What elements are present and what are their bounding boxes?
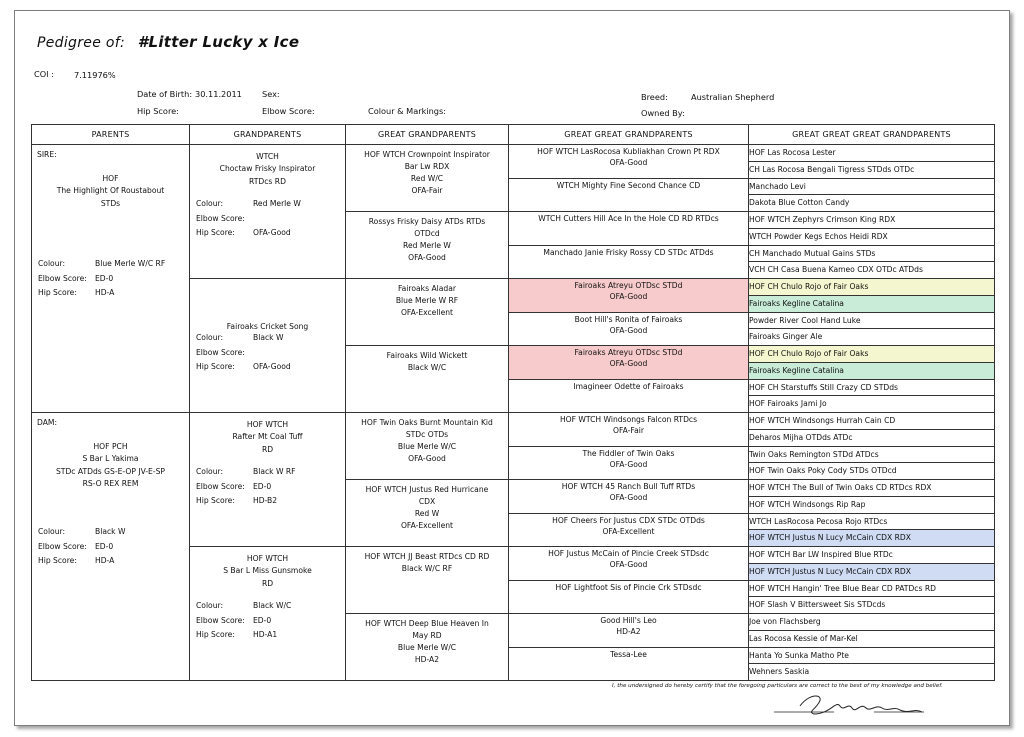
- great-great-grandparent-cell: [509, 480, 749, 514]
- great-grandparent-name-line: Black W/C: [407, 363, 447, 372]
- hip-label: Hip Score:: [38, 556, 77, 565]
- column-header-3: GREAT GREAT GRANDPARENTS: [509, 125, 749, 145]
- great-great-grandparent-name-line: Fairoaks Atreyu OTDsc STDd: [574, 348, 683, 357]
- colour-label: Colour:: [196, 199, 224, 208]
- elbow-score-label: Elbow Score:: [262, 106, 315, 116]
- hip-value: HD-B2: [253, 496, 278, 505]
- grandparent-name-line: Fairoaks Cricket Song: [226, 322, 309, 331]
- great-grandparent-name-line: HD-A2: [414, 655, 440, 664]
- elbow-label: Elbow Score:: [38, 541, 87, 551]
- great-grandparent-name-line: Blue Merle W/C: [397, 643, 457, 652]
- great-great-grandparent-name: [509, 381, 748, 392]
- column-header-4: GREAT GREAT GREAT GRANDPARENTS: [749, 125, 995, 145]
- great-grandparent-name: [346, 417, 508, 465]
- great-great-great-grandparent-cell: HOF WTCH Justus N Lucy McCain CDX RDX: [749, 530, 995, 547]
- great-grandparent-cell: [346, 145, 509, 212]
- great-great-grandparent-name: [509, 515, 748, 537]
- great-great-grandparent-name-line: HD-A2: [616, 627, 641, 636]
- parent-name-line: RS-O REX REM: [82, 478, 139, 488]
- great-great-grandparent-name-line: OFA-Fair: [613, 426, 644, 435]
- great-grandparent-name-line: May RD: [412, 631, 442, 640]
- great-great-grandparent-content: [509, 480, 748, 513]
- great-great-grandparent-name: [509, 414, 748, 436]
- great-great-grandparent-content: [509, 614, 748, 647]
- hip-value: HD-A: [95, 288, 115, 297]
- hip-score-label: Hip Score:: [137, 106, 179, 116]
- great-grandparent-cell: [346, 212, 509, 279]
- great-grandparent-name-line: OFA-Good: [408, 253, 446, 262]
- great-great-great-grandparent-cell: CH Manchado Mutual Gains STDs: [749, 245, 995, 262]
- great-great-great-grandparent-cell: Manchado Levi: [749, 178, 995, 195]
- great-great-grandparent-cell: [509, 446, 749, 480]
- grandparent-cell: [190, 547, 346, 681]
- colour-value: Black W: [95, 527, 126, 536]
- grandparent-name: [190, 419, 345, 456]
- parent-name-line: S Bar L Yakima: [82, 454, 139, 464]
- great-great-grandparent-name: [509, 649, 748, 660]
- grandparent-name: [190, 553, 345, 590]
- parent-name-line: STDs: [100, 198, 121, 208]
- great-grandparent-name: [346, 149, 508, 197]
- great-grandparent-name-line: HOF WTCH JJ Beast RTDcs CD RD: [364, 552, 490, 561]
- attributes: [32, 257, 189, 301]
- great-grandparent-cell: [346, 614, 509, 681]
- attributes: [32, 525, 189, 569]
- column-header-0: PARENTS: [32, 125, 190, 145]
- sire-label: SIRE:: [37, 150, 57, 159]
- great-great-grandparent-name-line: HOF Lightfoot Sis of Pincie Crk STDsdc: [555, 582, 702, 592]
- hip-label: Hip Score:: [196, 630, 235, 639]
- great-great-grandparent-name-line: WTCH Mighty Fine Second Chance CD: [556, 180, 701, 190]
- elbow-label: Elbow Score:: [196, 347, 245, 357]
- great-great-great-grandparent-cell: HOF WTCH Zephyrs Crimson King RDX: [749, 212, 995, 229]
- great-great-grandparent-name: [509, 347, 748, 369]
- great-great-grandparent-name-line: Imagineer Odette of Fairoaks: [573, 381, 684, 391]
- great-grandparent-name-line: Red Merle W: [403, 241, 451, 250]
- grandparent-name-line: RD: [261, 578, 274, 588]
- colour-row: [32, 525, 189, 540]
- great-grandparent-name-line: OTDcd: [414, 229, 440, 238]
- grandparent-cell: [190, 413, 346, 547]
- great-great-grandparent-content: [509, 179, 748, 212]
- great-great-great-grandparent-cell: HOF WTCH Justus N Lucy McCain CDX RDX: [749, 563, 995, 580]
- colour-label: Colour:: [196, 467, 224, 476]
- hip-row: [190, 494, 345, 509]
- great-great-grandparent-cell: [509, 312, 749, 346]
- great-great-grandparent-content: [509, 246, 748, 279]
- great-great-grandparent-cell: [509, 614, 749, 648]
- great-great-grandparent-name: [509, 615, 748, 637]
- colour-label: Colour:: [196, 333, 224, 342]
- dam-cell: [32, 413, 190, 681]
- great-great-grandparent-name-line: OFA-Good: [609, 359, 648, 368]
- colour-markings-label: Colour & Markings:: [368, 106, 447, 116]
- attributes: [190, 465, 345, 509]
- great-great-grandparent-name: [509, 180, 748, 191]
- column-header-row: [32, 125, 995, 145]
- great-great-great-grandparent-cell: Fairoaks Ginger Ale: [749, 329, 995, 346]
- great-great-grandparent-name: [509, 582, 748, 593]
- great-grandparent-name: [346, 216, 508, 264]
- hip-value: HD-A: [95, 556, 115, 565]
- column-header-1: GRANDPARENTS: [190, 125, 346, 145]
- grandparent-content: [190, 547, 345, 680]
- dob-value: 30.11.2011: [195, 89, 242, 99]
- pedigree-body: [32, 145, 995, 681]
- colour-label: Colour:: [196, 601, 224, 610]
- great-grandparent-name: [346, 551, 508, 575]
- page-title: [37, 33, 299, 51]
- great-grandparent-name: [346, 283, 508, 319]
- great-great-grandparent-content: [509, 648, 748, 681]
- parent-content: [32, 413, 189, 680]
- great-great-grandparent-cell: [509, 346, 749, 380]
- great-great-grandparent-content: [509, 279, 748, 312]
- great-great-grandparent-cell: [509, 178, 749, 212]
- great-great-grandparent-name-line: OFA-Good: [609, 292, 648, 301]
- great-grandparent-cell: [346, 346, 509, 413]
- great-great-grandparent-name-line: OFA-Good: [609, 560, 648, 569]
- great-great-great-grandparent-cell: Las Rocosa Kessie of Mar-Kel: [749, 630, 995, 647]
- great-great-great-grandparent-cell: Fairoaks Kegline Catalina: [749, 362, 995, 379]
- great-grandparent-content: [346, 346, 508, 412]
- great-great-grandparent-name: [509, 146, 748, 168]
- elbow-row: [190, 346, 345, 361]
- great-grandparent-name: [346, 484, 508, 532]
- great-great-great-grandparent-cell: VCH CH Casa Buena Kameo CDX OTDc ATDds: [749, 262, 995, 279]
- great-great-grandparent-name-line: Manchado Janie Frisky Rossy CD STDc ATDds: [543, 247, 714, 257]
- owned-by-label: Owned By:: [641, 108, 685, 118]
- litter-name: #Litter Lucky x Ice: [137, 33, 300, 51]
- sex-label: Sex:: [262, 89, 280, 99]
- great-great-great-grandparent-cell: HOF Fairoaks Jami Jo: [749, 396, 995, 413]
- elbow-label: Elbow Score:: [196, 213, 245, 223]
- grandparent-name-line: RTDcs RD: [249, 176, 286, 186]
- great-great-grandparent-name-line: HOF WTCH Windsongs Falcon RTDcs: [559, 415, 698, 424]
- colour-value: Black W: [253, 333, 284, 342]
- great-great-great-grandparent-cell: Wehners Saskia: [749, 664, 995, 681]
- great-great-grandparent-name: [509, 213, 748, 224]
- parent-name-line: STDc ATDds GS-E-OP JV-E-SP: [55, 466, 165, 476]
- great-grandparent-name-line: Black W/C RF: [401, 564, 453, 573]
- great-great-grandparent-content: [509, 447, 748, 480]
- hip-label: Hip Score:: [196, 362, 235, 371]
- great-great-grandparent-cell: [509, 547, 749, 581]
- grandparent-cell: [190, 279, 346, 413]
- great-great-great-grandparent-cell: Fairoaks Kegline Catalina: [749, 295, 995, 312]
- great-grandparent-name-line: OFA-Good: [408, 454, 446, 463]
- great-great-great-grandparent-cell: WTCH LasRocosa Pecosa Rojo RTDcs: [749, 513, 995, 530]
- great-grandparent-name-line: Blue Merle W RF: [395, 296, 459, 305]
- grandparent-name-line: Rafter Mt Coal Tuff: [232, 432, 303, 442]
- great-great-great-grandparent-cell: HOF Slash V Bittersweet Sis STDcds: [749, 597, 995, 614]
- great-great-grandparent-content: [509, 313, 748, 346]
- great-great-grandparent-name: [509, 481, 748, 503]
- elbow-row: [32, 540, 189, 555]
- great-grandparent-content: [346, 145, 508, 211]
- colour-row: [190, 331, 345, 346]
- parent-name: [32, 173, 189, 210]
- elbow-label: Elbow Score:: [196, 615, 245, 625]
- elbow-value: ED-0: [253, 481, 272, 491]
- great-great-great-grandparent-cell: HOF WTCH Windsongs Rip Rap: [749, 496, 995, 513]
- grandparent-content: [190, 413, 345, 546]
- colour-row: [190, 197, 345, 212]
- colour-value: Blue Merle W/C RF: [95, 259, 166, 268]
- great-great-grandparent-name: [509, 247, 748, 258]
- great-great-grandparent-cell: [509, 279, 749, 313]
- great-great-grandparent-cell: [509, 513, 749, 547]
- great-great-great-grandparent-cell: HOF WTCH Windsongs Hurrah Cain CD: [749, 413, 995, 430]
- parent-name-line: HOF PCH: [93, 442, 128, 451]
- elbow-label: Elbow Score:: [38, 273, 87, 283]
- great-great-great-grandparent-cell: HOF WTCH Bar LW Inspired Blue RTDc: [749, 547, 995, 564]
- great-great-grandparent-cell: [509, 245, 749, 279]
- great-grandparent-content: [346, 212, 508, 278]
- great-great-grandparent-name-line: The Fiddler of Twin Oaks: [582, 448, 675, 458]
- coi-label: COI :: [34, 69, 54, 79]
- grandparent-name-line: WTCH: [256, 152, 279, 161]
- column-header-2: GREAT GRANDPARENTS: [346, 125, 509, 145]
- great-grandparent-content: [346, 279, 508, 345]
- grandparent-name-line: HOF WTCH: [246, 554, 289, 563]
- dob-label: Date of Birth:: [137, 89, 193, 99]
- great-great-great-grandparent-cell: HOF CH Chulo Rojo of Fair Oaks: [749, 346, 995, 363]
- colour-row: [32, 257, 189, 272]
- great-grandparent-name-line: OFA-Excellent: [400, 308, 454, 317]
- elbow-value: ED-0: [95, 273, 114, 283]
- hip-value: HD-A1: [253, 630, 278, 639]
- great-great-grandparent-name-line: HOF WTCH 45 Ranch Bull Tuff RTDs: [561, 482, 696, 491]
- parent-name: [32, 441, 189, 490]
- breed-value: Australian Shepherd: [691, 92, 775, 102]
- hip-label: Hip Score:: [38, 288, 77, 297]
- elbow-value: ED-0: [95, 541, 114, 551]
- attributes: [190, 197, 345, 241]
- great-great-great-grandparent-cell: Twin Oaks Remington STDd ATDcs: [749, 446, 995, 463]
- colour-value: Black W RF: [253, 467, 296, 476]
- great-great-grandparent-name: [509, 314, 748, 336]
- great-great-grandparent-name-line: OFA-Good: [609, 459, 648, 469]
- hip-row: [32, 554, 189, 569]
- hip-row: [32, 286, 189, 301]
- parent-name-line: The Highlight Of Roustabout: [56, 186, 165, 196]
- elbow-row: [190, 212, 345, 227]
- great-grandparent-name-line: HOF WTCH Deep Blue Heaven In: [365, 619, 489, 628]
- great-great-grandparent-name-line: Fairoaks Atreyu OTDsc STDd: [574, 281, 683, 290]
- great-grandparent-name-line: Bar Lw RDX: [404, 162, 450, 171]
- title-prefix: Pedigree of:: [37, 35, 125, 51]
- pedigree-row: [32, 145, 995, 162]
- great-grandparent-cell: [346, 547, 509, 614]
- great-great-grandparent-cell: [509, 212, 749, 246]
- great-grandparent-content: [346, 547, 508, 613]
- great-great-grandparent-content: [509, 380, 748, 413]
- great-grandparent-content: [346, 614, 508, 680]
- hip-row: [190, 628, 345, 643]
- elbow-row: [190, 480, 345, 495]
- hip-label: Hip Score:: [196, 496, 235, 505]
- great-grandparent-cell: [346, 413, 509, 480]
- hip-label: Hip Score:: [196, 228, 235, 237]
- signature-image: [770, 690, 930, 720]
- great-great-grandparent-content: [509, 581, 748, 614]
- grandparent-name-line: S Bar L Miss Gunsmoke: [223, 566, 312, 576]
- great-great-great-grandparent-cell: Joe von Flachsberg: [749, 614, 995, 631]
- great-great-great-grandparent-cell: Hanta Yo Sunka Matho Pte: [749, 647, 995, 664]
- great-great-grandparent-cell: [509, 647, 749, 681]
- great-grandparent-name-line: STDc OTDs: [405, 430, 449, 439]
- great-grandparent-content: [346, 480, 508, 546]
- great-great-great-grandparent-cell: HOF WTCH Hangin' Tree Blue Bear CD PATDcs RD: [749, 580, 995, 597]
- great-grandparent-name-line: Rossys Frisky Daisy ATDs RTDs: [368, 217, 486, 226]
- parent-name-line: HOF: [102, 174, 119, 183]
- great-grandparent-name-line: HOF WTCH Justus Red Hurricane: [365, 485, 489, 494]
- attributes: [190, 599, 345, 643]
- great-grandparent-name-line: HOF Twin Oaks Burnt Mountain Kid: [361, 418, 493, 427]
- pedigree-row: [32, 413, 995, 430]
- great-grandparent-name-line: OFA-Excellent: [400, 521, 454, 530]
- great-great-grandparent-name-line: HOF Justus McCain of Pincie Creek STDsdc: [548, 549, 709, 558]
- great-great-grandparent-name-line: HOF WTCH LasRocosa Kubliakhan Crown Pt RDX: [537, 147, 720, 156]
- coi-value: 7.11976%: [74, 70, 116, 80]
- great-great-grandparent-name-line: Tessa-Lee: [610, 649, 647, 659]
- elbow-value: ED-0: [253, 615, 272, 625]
- great-great-great-grandparent-cell: HOF Las Rocosa Lester: [749, 145, 995, 162]
- grandparent-name-line: RD: [261, 444, 274, 454]
- great-great-great-grandparent-cell: HOF WTCH The Bull of Twin Oaks CD RTDcs RDX: [749, 480, 995, 497]
- great-great-grandparent-name: [509, 548, 748, 570]
- colour-row: [190, 465, 345, 480]
- colour-row: [190, 599, 345, 614]
- great-great-grandparent-name-line: HOF Cheers For Justus CDX STDc OTDds: [552, 515, 705, 525]
- great-grandparent-name: [346, 618, 508, 666]
- grandparent-name: [190, 151, 345, 188]
- colour-value: Red Merle W: [253, 199, 301, 208]
- great-great-great-grandparent-cell: HOF CH Chulo Rojo of Fair Oaks: [749, 279, 995, 296]
- great-grandparent-name-line: Red W: [414, 509, 440, 518]
- great-great-grandparent-content: [509, 346, 748, 379]
- great-great-grandparent-cell: [509, 580, 749, 614]
- colour-label: Colour:: [38, 527, 66, 536]
- great-great-grandparent-content: [509, 514, 748, 547]
- great-great-great-grandparent-cell: HOF Twin Oaks Poky Cody STDs OTDcd: [749, 463, 995, 480]
- great-great-great-grandparent-cell: HOF CH Starstuffs Still Crazy CD STDds: [749, 379, 995, 396]
- great-great-grandparent-name-line: OFA-Good: [609, 325, 648, 335]
- great-great-grandparent-content: [509, 547, 748, 580]
- great-grandparent-name-line: Fairoaks Wild Wickett: [386, 351, 468, 360]
- colour-label: Colour:: [38, 259, 66, 268]
- great-grandparent-name-line: Blue Merle W/C: [397, 442, 457, 451]
- great-great-grandparent-name-line: OFA-Good: [609, 493, 648, 502]
- great-great-grandparent-cell: [509, 379, 749, 413]
- elbow-row: [32, 272, 189, 287]
- great-great-grandparent-name-line: OFA-Good: [609, 158, 648, 167]
- great-grandparent-cell: [346, 279, 509, 346]
- great-grandparent-cell: [346, 480, 509, 547]
- great-grandparent-content: [346, 413, 508, 479]
- great-great-great-grandparent-cell: WTCH Powder Kegs Echos Heidi RDX: [749, 228, 995, 245]
- grandparent-name-line: HOF WTCH: [246, 420, 289, 429]
- grandparent-content: [190, 279, 345, 412]
- great-great-grandparent-name: [509, 448, 748, 470]
- hip-value: OFA-Good: [253, 362, 291, 371]
- great-great-grandparent-content: [509, 145, 748, 178]
- great-great-great-grandparent-cell: Dakota Blue Cotton Candy: [749, 195, 995, 212]
- great-grandparent-name-line: OFA-Fair: [411, 186, 443, 195]
- great-great-grandparent-name-line: WTCH Cutters Hill Ace In the Hole CD RD RTDcs: [538, 214, 719, 223]
- pedigree-table: [31, 124, 995, 681]
- attributes: [190, 331, 345, 375]
- great-great-grandparent-name: [509, 280, 748, 302]
- great-great-grandparent-content: [509, 413, 748, 446]
- certification-text: I, the undersigned do hereby certify that the foregoing particulars are correct to the best of my knowledge and belief.: [612, 683, 943, 689]
- great-grandparent-name-line: CDX: [418, 497, 436, 506]
- hip-row: [190, 360, 345, 375]
- grandparent-cell: [190, 145, 346, 279]
- hip-value: OFA-Good: [253, 228, 291, 237]
- great-great-great-grandparent-cell: CH Las Rocosa Bengali Tigress STDds OTDc: [749, 161, 995, 178]
- dam-label: DAM:: [37, 418, 58, 427]
- elbow-label: Elbow Score:: [196, 481, 245, 491]
- colour-value: Black W/C: [253, 601, 292, 610]
- sire-cell: [32, 145, 190, 413]
- great-grandparent-name: [346, 350, 508, 374]
- great-great-grandparent-name-line: Good Hill's Leo: [600, 616, 657, 625]
- elbow-row: [190, 614, 345, 629]
- hip-row: [190, 226, 345, 241]
- great-grandparent-name-line: Fairoaks Aladar: [397, 284, 456, 293]
- grandparent-name-line: Choctaw Frisky Inspirator: [219, 164, 316, 174]
- grandparent-content: [190, 145, 345, 278]
- great-great-grandparent-cell: [509, 413, 749, 447]
- great-great-grandparent-content: [509, 212, 748, 245]
- great-great-great-grandparent-cell: Powder River Cool Hand Luke: [749, 312, 995, 329]
- great-great-grandparent-name-line: OFA-Excellent: [602, 526, 655, 536]
- breed-label: Breed:: [641, 92, 668, 102]
- great-grandparent-name-line: Red W/C: [410, 174, 444, 183]
- great-great-great-grandparent-cell: Deharos Mijha OTDds ATDc: [749, 429, 995, 446]
- great-great-grandparent-name-line: Boot Hill's Ronita of Fairoaks: [574, 314, 683, 324]
- great-grandparent-name-line: HOF WTCH Crownpoint Inspirator: [364, 150, 490, 159]
- great-great-grandparent-cell: [509, 145, 749, 179]
- parent-content: [32, 145, 189, 412]
